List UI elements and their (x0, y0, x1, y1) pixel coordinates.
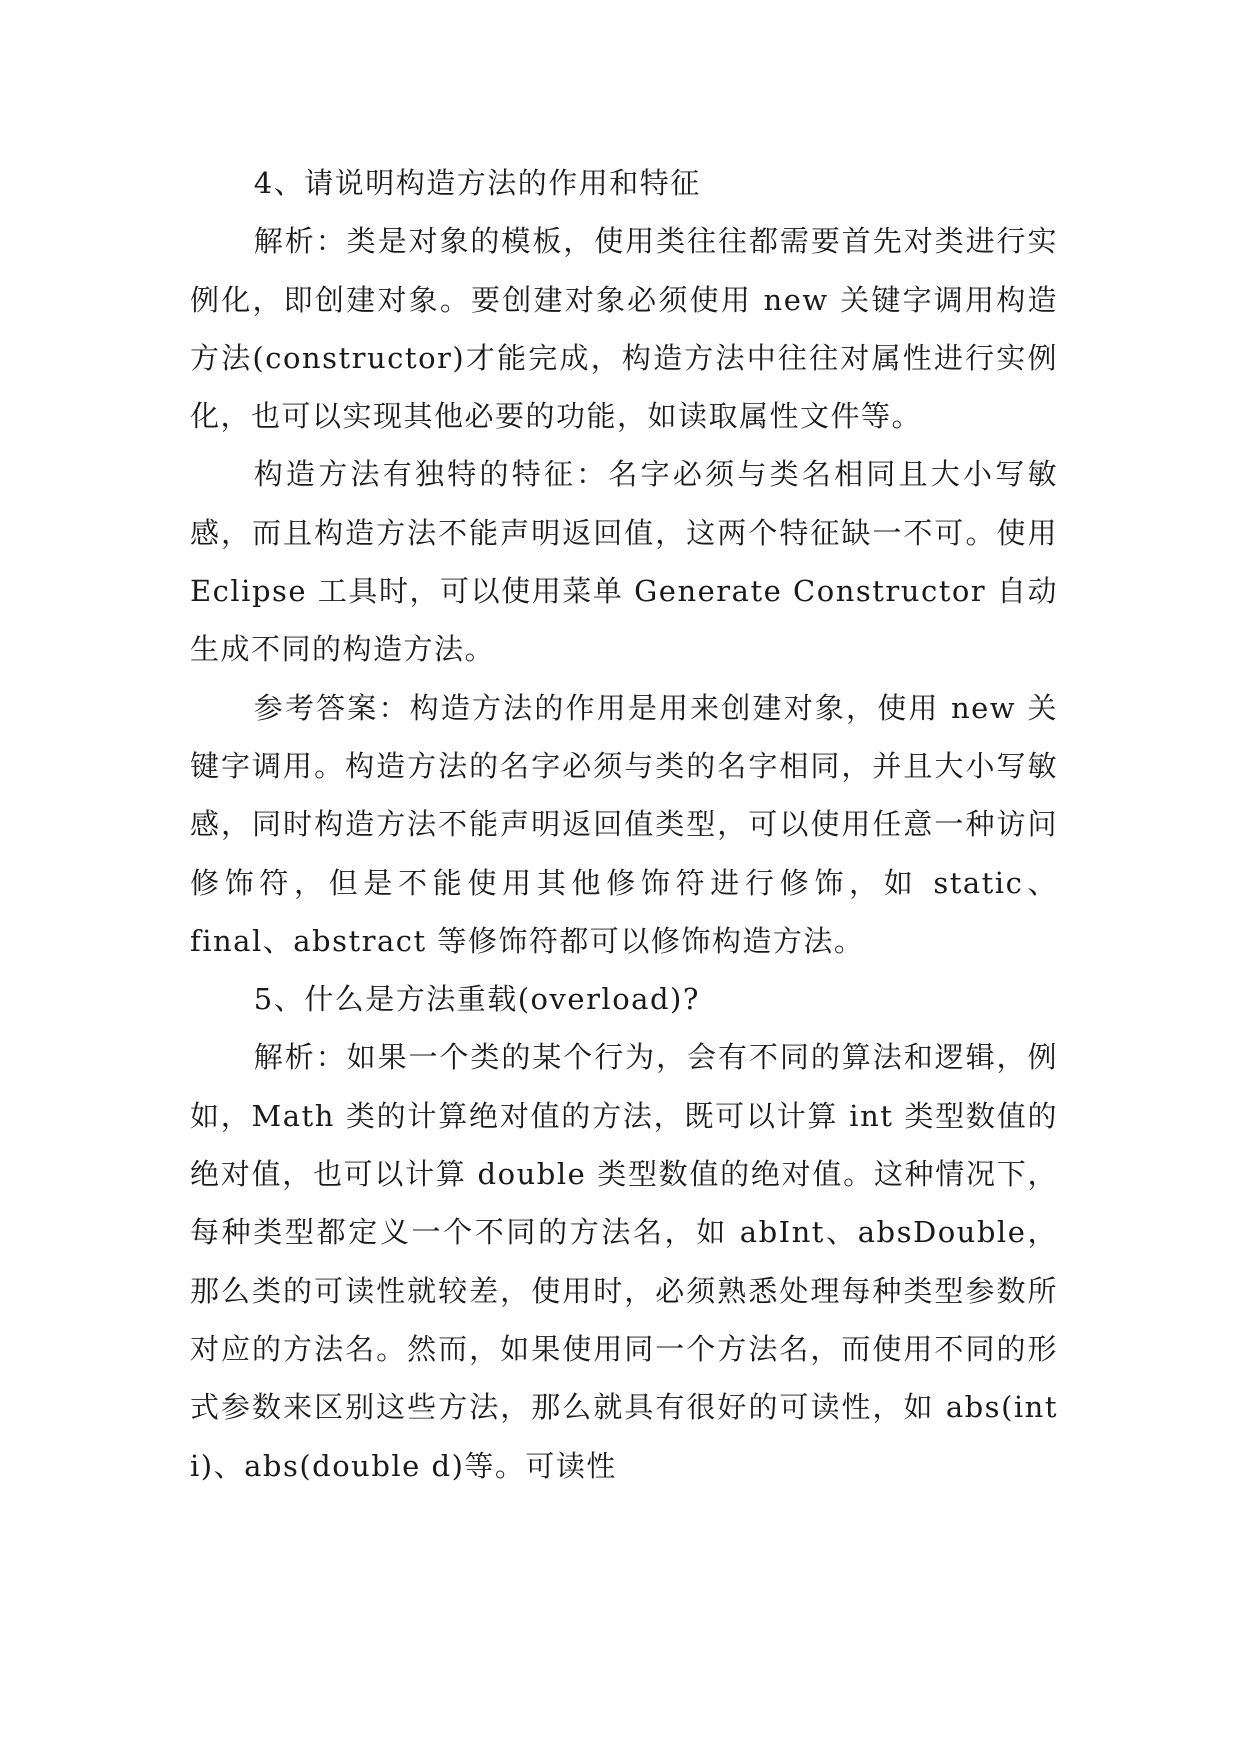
question-4-analysis-paragraph: 解析：类是对象的模板，使用类往往都需要首先对类进行实例化，即创建对象。要创建对象必须使用 new 关键字调用构造方法(constructor)才能完成，构造方法中往往对属性进行实例化，也可以实现其他必要的功能，如读取属性文件等。 (190, 224, 1058, 434)
question-4-answer-paragraph: 参考答案：构造方法的作用是用来创建对象，使用 new 关键字调用。构造方法的名字必须与类的名字相同，并且大小写敏感，同时构造方法不能声明返回值类型，可以使用任意一种访问修饰符，但是不能使用其他修饰符进行修饰，如 static、final、abstract 等修饰符都可以修饰构造方法。 (190, 690, 1058, 958)
question-4-features-paragraph: 构造方法有独特的特征：名字必须与类名相同且大小写敏感，而且构造方法不能声明返回值，这两个特征缺一不可。使用 Eclipse 工具时，可以使用菜单 Generate Constructor 自动生成不同的构造方法。 (190, 457, 1058, 667)
question-5-title: 5、什么是方法重载(overload)? (253, 982, 700, 1017)
document-page (190, 154, 1058, 1495)
question-4-title: 4、请说明构造方法的作用和特征 (253, 166, 701, 200)
question-5-analysis-paragraph: 解析：如果一个类的某个行为，会有不同的算法和逻辑，例如，Math 类的计算绝对值的方法，既可以计算 int 类型数值的绝对值，也可以计算 double 类型数值的绝对值。这种情况下，每种类型都定义一个不同的方法名，如 abInt、absDouble，那么类的可读性就较差，使用时，必须熟悉处理每种类型参数所对应的方法名。然而，如果使用同一个方法名，而使用不同的形式参数来区别这些方法，那么就具有很好的可读性，如 abs(int i)、abs(double d)等。可读性 (190, 1040, 1058, 1483)
